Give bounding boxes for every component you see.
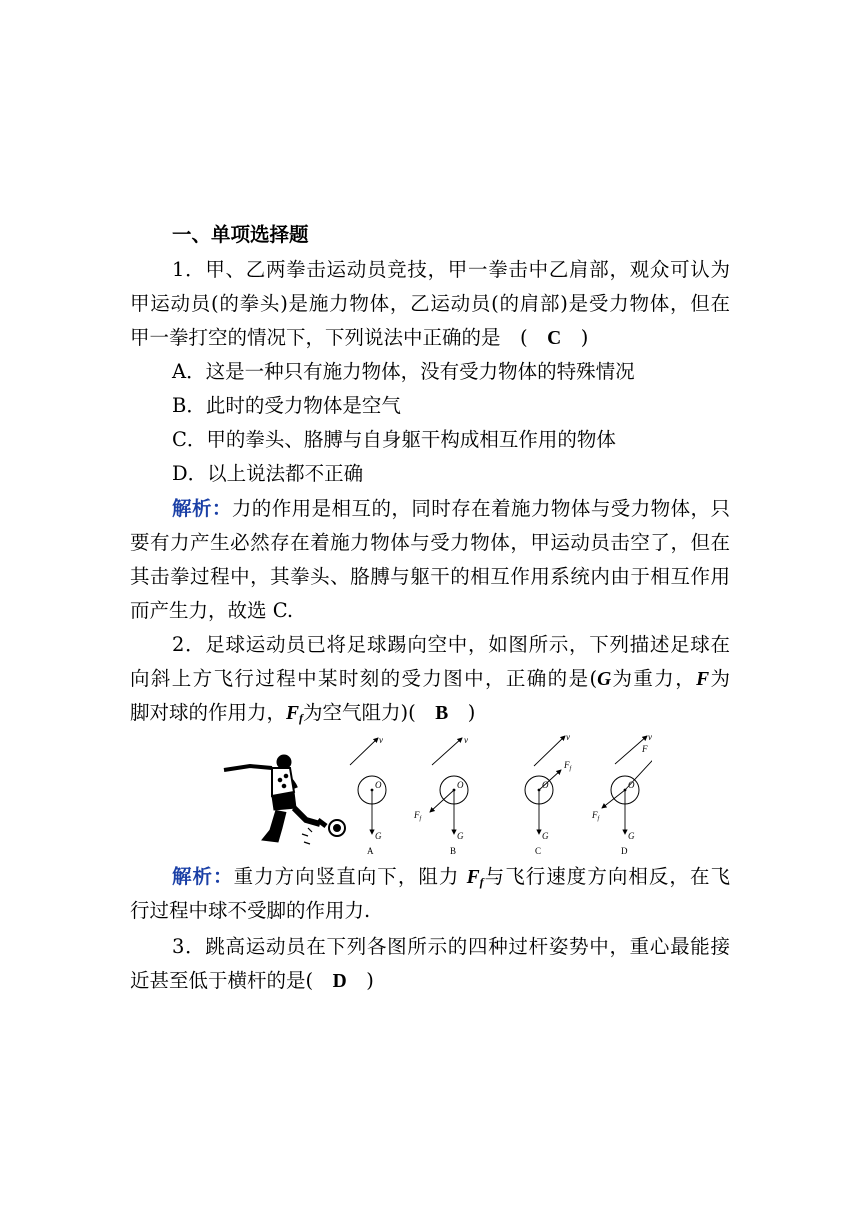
- panel-b-ff-label: $F_f$: [414, 810, 422, 822]
- q2-line-2: [130, 662, 730, 697]
- panel-c-o-label: O: [542, 780, 549, 790]
- panel-d-f-label: F: [642, 744, 648, 754]
- q1-line-2: 甲运动员(的拳头)是施力物体，乙运动员(的肩部)是受力物体，但在: [130, 292, 730, 315]
- panel-b-v-label: v: [464, 735, 468, 745]
- panel-c-ff-label: $F_f$: [564, 760, 572, 772]
- q2-line-1: 2．足球运动员已将足球踢向空中，如图所示，下列描述足球在: [172, 633, 730, 656]
- panel-d-v-label: v: [648, 732, 652, 742]
- panel-d-o-label: O: [628, 780, 635, 790]
- q2-line-2-a: 向斜上方飞行过程中某时刻的受力图中，正确的是(: [130, 667, 598, 690]
- panel-a-o-label: O: [375, 780, 382, 790]
- q1-line-3: [130, 321, 730, 356]
- section-title: 一、单项选择题: [172, 223, 309, 246]
- q3-stem-end: 近甚至低于横杆的是(: [130, 969, 333, 992]
- q1-analysis-line-3: 其击拳过程中，其拳头、胳膊与躯干的相互作用系统内由于相互作用: [130, 565, 730, 588]
- q3-line-2: [130, 964, 730, 999]
- q2-line-3-b: 为空气阻力)(: [303, 701, 436, 724]
- q2-analysis-b: 与飞行速度方向相反，在飞: [483, 865, 730, 888]
- q3-line-1: 3．跳高运动员在下列各图所示的四种过杆姿势中，重心最能接: [172, 935, 730, 958]
- q2-close: ): [448, 701, 476, 724]
- q3-answer: D: [332, 971, 347, 992]
- panel-c-label: C: [535, 846, 542, 856]
- q3-close: ): [346, 969, 374, 992]
- soccer-player-illustration: [224, 755, 345, 844]
- panel-a-g-label: G: [375, 831, 382, 841]
- q1-answer: C: [547, 328, 562, 349]
- q2-symbol-ff: F: [286, 703, 300, 724]
- q2-analysis-f: F: [466, 867, 480, 888]
- panel-b-label: B: [450, 846, 457, 856]
- q1-stem-end: 甲一拳打空的情况下，下列说法中正确的是 (: [130, 326, 548, 349]
- q1-line-1: 1．甲、乙两拳击运动员竞技，甲一拳击中乙肩部，观众可认为: [172, 258, 730, 281]
- q2-analysis-line-1: [172, 860, 730, 895]
- panel-c-v-label: v: [566, 732, 570, 742]
- q2-answer: B: [435, 703, 449, 724]
- q1-analysis-line-4: 而产生力，故选 C.: [130, 599, 294, 622]
- q1-option-a: A．这是一种只有施力物体，没有受力物体的特殊情况: [172, 360, 635, 383]
- panel-c-g-label: G: [542, 831, 549, 841]
- q1-analysis-line-2: 要有力产生必然存在着施力物体与受力物体，甲运动员击空了，但在: [130, 531, 730, 554]
- q1-option-c: C．甲的拳头、胳膊与自身躯干构成相互作用的物体: [172, 428, 616, 451]
- panel-d-ff-label: $F_f$: [592, 810, 600, 822]
- q2-line-2-b: 为重力，: [611, 667, 697, 690]
- panel-a-label: A: [367, 846, 374, 856]
- q1-option-d: D．以上说法都不正确: [172, 462, 364, 485]
- panel-d-g-label: G: [628, 831, 635, 841]
- q1-analysis-label: 解析：: [172, 497, 232, 520]
- q1-option-b: B．此时的受力物体是空气: [172, 394, 401, 417]
- panel-b-o-label: O: [457, 780, 464, 790]
- panel-b-g-label: G: [457, 831, 464, 841]
- q1-close: ): [561, 326, 589, 349]
- q1-analysis-text-1: 力的作用是相互的，同时存在着施力物体与受力物体，只: [231, 497, 730, 520]
- q2-line-2-c: 为: [709, 667, 730, 690]
- q2-symbol-g: G: [597, 669, 612, 690]
- q2-analysis-label: 解析：: [172, 865, 234, 888]
- q2-symbol-ff-sub: f: [299, 711, 304, 725]
- q2-symbol-f: F: [696, 669, 710, 690]
- q2-analysis-line-2: 行过程中球不受脚的作用力.: [130, 899, 371, 922]
- q2-line-3: [130, 696, 730, 731]
- panel-d-label: D: [621, 846, 628, 856]
- q2-figure: [222, 730, 652, 860]
- panel-a-v-label: v: [379, 735, 383, 745]
- q2-analysis-a: 重力方向竖直向下，阻力: [233, 865, 467, 888]
- q1-analysis-line-1: [172, 492, 730, 526]
- q2-line-3-a: 脚对球的作用力，: [130, 701, 287, 724]
- q2-analysis-f-sub: f: [479, 875, 484, 889]
